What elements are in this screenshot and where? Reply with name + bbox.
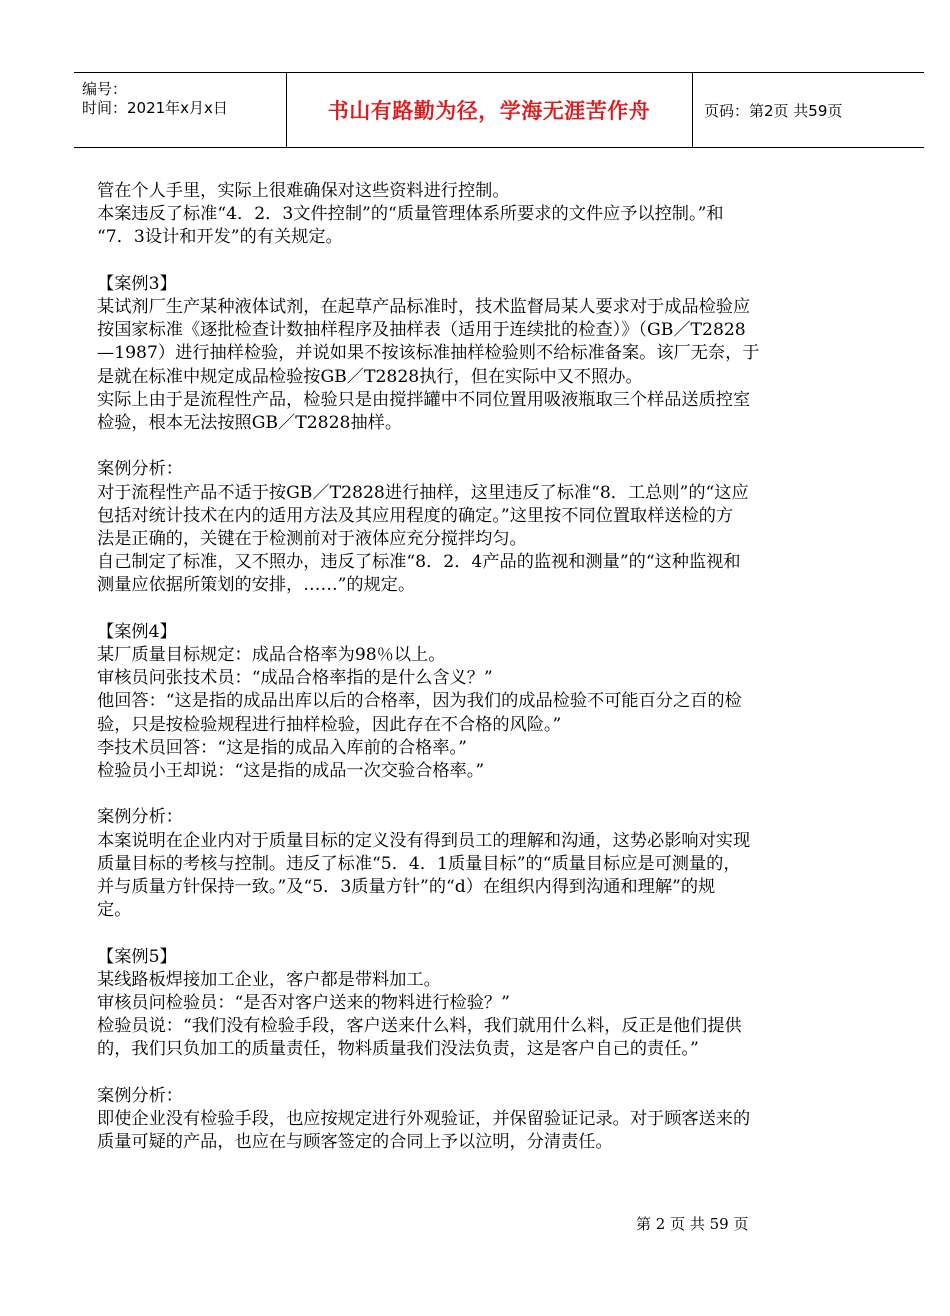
document-body <box>97 180 903 1154</box>
text-line: 是就在标准中规定成品检验按GB／T2828执行，但在实际中又不照办。 <box>97 366 643 387</box>
text-line: 李技术员回答：“这是指的成品入库前的合格率。” <box>97 737 467 758</box>
header-page-code: 页码：第2页 共59页 <box>704 101 843 120</box>
header-motto: 书山有路勤为径，学海无涯苦作舟 <box>327 99 651 123</box>
text-line: 的，我们只负加工的质量责任，物料质量我们没法负责，这是客户自己的责任。” <box>97 1039 699 1060</box>
text-line: 验，只是按检验规程进行抽样检验，因此存在不合格的风险。” <box>97 714 562 735</box>
text-line: 【案例3】 <box>97 273 177 294</box>
paragraph-gap <box>97 250 903 273</box>
text-line: 本案违反了标准“4．2．3文件控制”的“质量管理体系所要求的文件应予以控制。”和 <box>97 204 724 225</box>
text-line: 即使企业没有检验手段，也应按规定进行外观验证，并保留验证记录。对于顾客送来的 <box>97 1109 751 1130</box>
document-time: 时间：2021年x月x日 <box>82 99 228 117</box>
document-number-label: 编号： <box>82 80 128 98</box>
text-line: 【案例4】 <box>97 621 177 642</box>
text-line: 测量应依据所策划的安排，……”的规定。 <box>97 575 416 596</box>
text-line: 对于流程性产品不适于按GB／T2828进行抽样，这里违反了标准“8．工总则”的“这应 <box>97 482 749 503</box>
paragraph-gap <box>97 783 903 806</box>
header-motto-cell <box>286 73 693 147</box>
paragraph-gap <box>97 922 903 945</box>
text-line: 实际上由于是流程性产品，检验只是由搅拌罐中不同位置用吸液瓶取三个样品送质控室 <box>97 389 751 410</box>
text-line: 自己制定了标准，又不照办，违反了标准“8．2．4产品的监视和测量”的“这种监视和 <box>97 552 741 573</box>
text-line: 某试剂厂生产某种液体试剂，在起草产品标准时，技术监督局某人要求对于成品检验应 <box>97 297 751 317</box>
text-line: 某线路板焊接加工企业，客户都是带料加工。 <box>97 969 441 990</box>
text-line: 他回答：“这是指的成品出库以后的合格率，因为我们的成品检验不可能百分之百的检 <box>97 691 742 712</box>
text-line: —1987）进行抽样检验，并说如果不按该标准抽样检验则不给标准备案。该厂无奈，于 <box>97 343 760 364</box>
text-line: 本案说明在企业内对于质量目标的定义没有得到员工的理解和沟通，这势必影响对实现 <box>97 830 751 851</box>
text-line: 包括对统计技术在内的适用方法及其应用程度的确定。”这里按不同位置取样送检的方 <box>97 505 734 526</box>
paragraph-gap <box>97 598 903 621</box>
text-line: 检验员说：“我们没有检验手段，客户送来什么料，我们就用什么料，反正是他们提供 <box>97 1016 742 1037</box>
page-footer: 第 2 页 共 59 页 <box>636 1215 749 1233</box>
text-line: 质量可疑的产品，也应在与顾客签定的合同上予以泣明，分清责任。 <box>97 1132 613 1153</box>
header-meta <box>74 73 287 147</box>
paragraph-gap <box>97 435 903 458</box>
text-line: 法是正确的，关键在于检测前对于液体应充分搅拌均匀。 <box>97 529 527 550</box>
text-line: 案例分析： <box>97 807 183 828</box>
text-line: 质量目标的考核与控制。违反了标准“5．4．1质量目标”的“质量目标应是可测量的， <box>97 853 741 874</box>
text-line: 某厂质量目标规定：成品合格率为98％以上。 <box>97 645 446 666</box>
text-line: 按国家标准《逐批检查计数抽样程序及抽样表（适用于连续批的检查）》（GB／T2828 <box>97 320 746 341</box>
header-page-cell <box>692 73 924 147</box>
text-line: “7．3设计和开发”的有关规定。 <box>97 227 343 248</box>
text-line: 定。 <box>97 900 132 921</box>
text-line: 案例分析： <box>97 1085 183 1106</box>
text-line: 并与质量方针保持一致。”及“5．3质量方针”的“d）在组织内得到沟通和理解”的规 <box>97 877 716 898</box>
page-header <box>74 72 924 148</box>
text-line: 【案例5】 <box>97 946 177 967</box>
text-line: 检验员小王却说：“这是指的成品一次交验合格率。” <box>97 761 485 782</box>
text-line: 管在个人手里，实际上很难确保对这些资料进行控制。 <box>97 181 510 201</box>
text-line: 检验，根本无法按照GB／T2828抽样。 <box>97 413 403 434</box>
text-line: 审核员问张技术员：“成品合格率指的是什么含义？” <box>97 668 493 689</box>
paragraph-gap <box>97 1062 903 1085</box>
text-line: 案例分析： <box>97 459 183 480</box>
text-line: 审核员问检验员：“是否对客户送来的物料进行检验？” <box>97 993 510 1014</box>
